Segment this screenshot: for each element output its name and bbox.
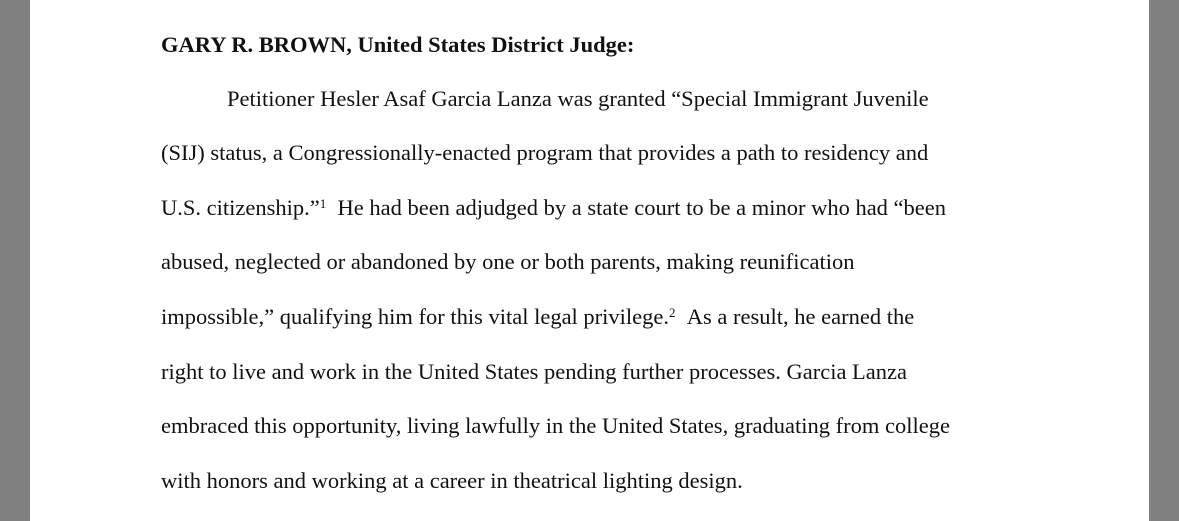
line-text: abused, neglected or abandoned by one or both parents, making reunification	[161, 249, 855, 274]
line-text: (SIJ) status, a Congressionally-enacted program that provides a path to residency and	[161, 140, 929, 165]
line-text: As a result, he earned the	[686, 304, 915, 329]
paragraph-line-2	[161, 138, 928, 168]
paragraph-line-4	[161, 247, 855, 277]
line-text: He had been adjudged by a state court to be a minor who had “been	[337, 195, 947, 220]
line-text: embraced this opportunity, living lawfully in the United States, graduating from college	[161, 413, 950, 438]
paragraph-line-1	[161, 84, 929, 114]
line-text: with honors and working at a career in theatrical lighting design.	[161, 468, 743, 493]
judge-heading: GARY R. BROWN, United States District Judge:	[161, 32, 635, 57]
footnote-ref-2[interactable]: 2	[669, 305, 676, 320]
paragraph-line-3	[161, 193, 946, 223]
document-page	[30, 0, 1149, 521]
footnote-ref-1[interactable]: 1	[319, 196, 327, 211]
paragraph-line-8	[161, 466, 743, 496]
line-text: right to live and work in the United States pending further processes. Garcia Lanza	[161, 359, 908, 384]
line-text: Petitioner Hesler Asaf Garcia Lanza was granted “Special Immigrant Juvenile	[227, 86, 929, 111]
paragraph-line-7	[161, 411, 950, 441]
line-text: impossible,” qualifying him for this vital legal privilege.	[161, 304, 670, 329]
line-text: U.S. citizenship.”	[161, 195, 320, 220]
paragraph-line-6	[161, 357, 907, 387]
paragraph-line-5	[161, 302, 914, 332]
